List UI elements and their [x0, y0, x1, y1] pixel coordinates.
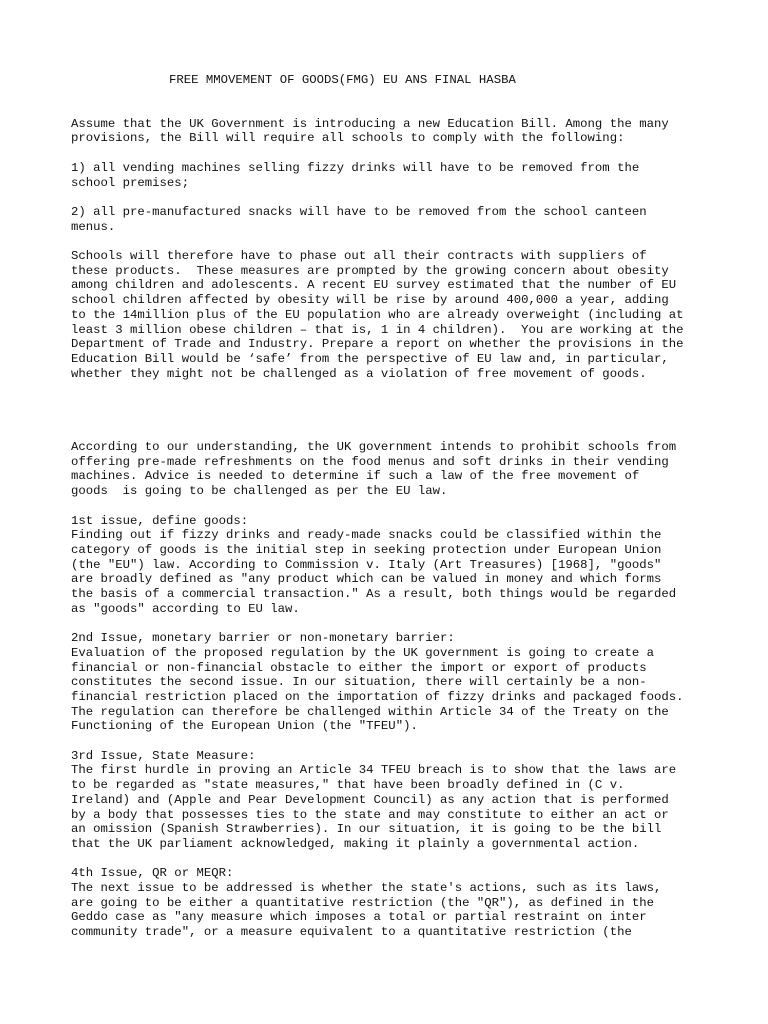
text-line: According to our understanding, the UK government intends to prohibit schools from	[71, 440, 677, 454]
answer-paragraph	[71, 514, 711, 617]
text-line: The regulation can therefore be challenged within Article 34 of the Treaty on the	[71, 704, 669, 719]
question-section	[71, 117, 711, 382]
text-line: Geddo case as "any measure which imposes a total or partial restraint on inter	[71, 910, 647, 925]
text-line: as "goods" according to EU law.	[71, 601, 300, 616]
text-line: 1st issue, define goods:	[71, 513, 249, 528]
text-line: an omission (Spanish Strawberries). In our situation, it is going to be the bill	[71, 822, 662, 837]
answer-paragraph	[71, 631, 711, 734]
text-line: menus.	[71, 219, 116, 234]
text-line: 3rd Issue, State Measure:	[71, 748, 256, 763]
text-line: offering pre-made refreshments on the food menus and soft drinks in their vending	[71, 454, 669, 469]
text-line: to be regarded as "state measures," that have been broadly defined in (C v.	[71, 778, 625, 793]
text-line: these products. These measures are prompted by the growing concern about obesity	[71, 263, 669, 278]
text-line: that the UK parliament acknowledged, making it plainly a governmental action.	[71, 836, 640, 851]
text-line: least 3 million obese children – that is, 1 in 4 children). You are working at the	[71, 322, 684, 337]
answer-paragraph	[71, 440, 711, 499]
text-line: (the "EU") law. According to Commission v. Italy (Art Treasures) [1968], "goods"	[71, 557, 662, 572]
text-line: machines. Advice is needed to determine if such a law of the free movement of	[71, 469, 640, 484]
text-line: Functioning of the European Union (the "TFEU").	[71, 719, 418, 734]
text-line: goods is going to be challenged as per the EU law.	[71, 484, 448, 499]
text-line: school premises;	[71, 175, 190, 190]
text-line: Finding out if fizzy drinks and ready-made snacks could be classified within the	[71, 528, 662, 543]
text-line: The first hurdle in proving an Article 34 TFEU breach is to show that the laws are	[71, 763, 677, 778]
text-line: whether they might not be challenged as a violation of free movement of goods.	[71, 366, 647, 381]
text-line: 1) all vending machines selling fizzy drinks will have to be removed from the	[71, 160, 640, 175]
text-line: to the 14million plus of the EU population who are already overweight (including at	[71, 307, 684, 322]
text-line: 4th Issue, QR or MEQR:	[71, 866, 234, 881]
text-line: Assume that the UK Government is introducing a new Education Bill. Among the many	[71, 116, 669, 131]
document-page	[71, 73, 711, 955]
text-line: Ireland) and (Apple and Pear Development Council) as any action that is performed	[71, 792, 669, 807]
text-line: are going to be either a quantitative restriction (the "QR"), as defined in the	[71, 895, 654, 910]
text-line: Schools will therefore have to phase out all their contracts with suppliers of	[71, 248, 647, 263]
text-line: are broadly defined as "any product which can be valued in money and which forms	[71, 572, 662, 587]
text-line: Evaluation of the proposed regulation by the UK government is going to create a	[71, 645, 654, 660]
text-line: The next issue to be addressed is whether the state's actions, such as its laws,	[71, 881, 662, 896]
text-line: Education Bill would be ‘safe’ from the perspective of EU law and, in particular,	[71, 351, 669, 366]
text-line: Department of Trade and Industry. Prepare a report on whether the provisions in the	[71, 337, 684, 352]
text-line: 2) all pre-manufactured snacks will have to be removed from the school canteen	[71, 204, 647, 219]
question-paragraph	[71, 249, 711, 381]
text-line: financial restriction placed on the importation of fizzy drinks and packaged foods.	[71, 689, 684, 704]
section-gap	[71, 396, 711, 440]
document-title: FREE MMOVEMENT OF GOODS(FMG) EU ANS FINAL HASBA	[169, 73, 516, 87]
answer-paragraph	[71, 749, 711, 852]
text-line: constitutes the second issue. In our situation, there will certainly be a non-	[71, 675, 647, 690]
question-paragraph	[71, 161, 711, 190]
text-line: the basis of a commercial transaction." As a result, both things would be regarded	[71, 587, 677, 602]
text-line: provisions, the Bill will require all schools to comply with the following:	[71, 131, 625, 146]
text-line: among children and adolescents. A recent EU survey estimated that the number of EU	[71, 278, 677, 293]
answer-paragraph	[71, 866, 711, 940]
text-line: by a body that possesses ties to the state and may constitute to either an act or	[71, 807, 669, 822]
text-line: community trade", or a measure equivalent to a quantitative restriction (the	[71, 925, 632, 940]
question-paragraph	[71, 117, 711, 146]
text-line: 2nd Issue, monetary barrier or non-monetary barrier:	[71, 631, 455, 646]
answer-section	[71, 440, 711, 940]
text-line: category of goods is the initial step in seeking protection under European Union	[71, 542, 662, 557]
text-line: school children affected by obesity will be rise by around 400,000 a year, adding	[71, 293, 669, 308]
text-line: financial or non-financial obstacle to either the import or export of products	[71, 660, 647, 675]
question-paragraph	[71, 205, 711, 234]
